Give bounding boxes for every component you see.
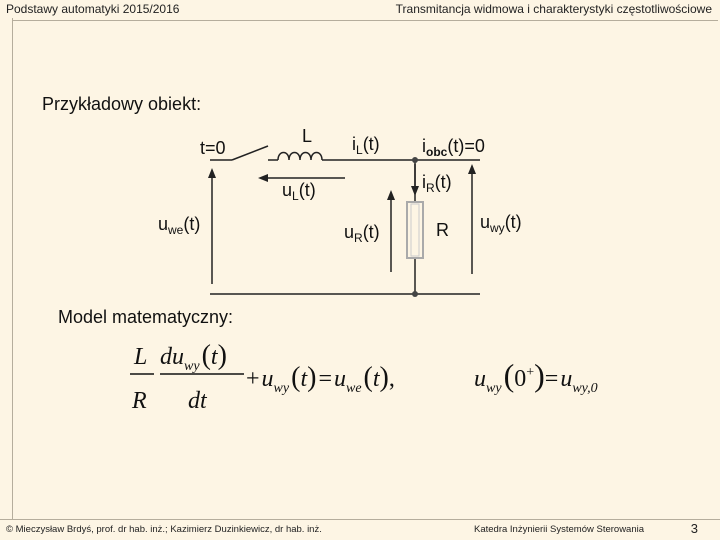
arrowhead-uwe	[208, 168, 216, 178]
label-uR: $u_R(t)$	[344, 222, 380, 245]
eq-L: L	[134, 344, 148, 370]
switch-label: t=0	[200, 138, 226, 158]
page-number: 3	[690, 521, 698, 536]
arrowhead-uR	[387, 190, 395, 200]
section-math-model: Model matematyczny:	[58, 307, 234, 327]
label-uL: $u_L(t)$	[282, 180, 316, 203]
node-bottom	[412, 291, 418, 297]
frame-left-line	[12, 18, 13, 520]
eq-initial: $u_{wy}(0^+)=u_{wy,0}$	[474, 357, 598, 396]
arrowhead-iR	[411, 186, 419, 196]
node-top	[412, 157, 418, 163]
frame-bottom-line	[0, 519, 720, 520]
label-iobc: $i_{obc}(t)=0$	[422, 136, 485, 159]
section-example-object: Przykładowy obiekt:	[42, 94, 202, 114]
eq-dt: dt	[188, 388, 207, 414]
footer-authors: © Mieczysław Brdyś, prof. dr hab. inż.; Kazimierz Duzinkiewicz, dr hab. inż.	[6, 524, 322, 535]
frame-top-line	[12, 20, 718, 21]
inductor-coil	[278, 153, 322, 161]
arrowhead-uL	[258, 174, 268, 182]
eq-du: $du_{wy}(t)$	[160, 340, 227, 374]
label-uwy: $u_{wy}(t)$	[480, 212, 522, 235]
switch-blade	[232, 146, 268, 160]
header-topic-title: Transmitancja widmowa i charakterystyki częstotliwościowe	[395, 2, 712, 16]
footer-department: Katedra Inżynierii Systemów Sterowania	[474, 524, 645, 535]
equation-block	[120, 338, 660, 418]
label-iL: $i_L(t)$	[352, 134, 380, 157]
label-uwe: $u_{we}(t)$	[158, 214, 201, 237]
eq-R: R	[132, 388, 147, 414]
inductor-label: L	[302, 126, 313, 146]
header-course-title: Podstawy automatyki 2015/2016	[6, 2, 180, 16]
arrowhead-uwy	[468, 164, 476, 174]
resistor-label: R	[436, 220, 449, 240]
circuit-diagram	[150, 124, 530, 304]
eq-main: $+u_{wy}(t)=u_{we}(t)$,	[246, 362, 395, 396]
label-iR: $i_R(t)$	[422, 172, 452, 195]
